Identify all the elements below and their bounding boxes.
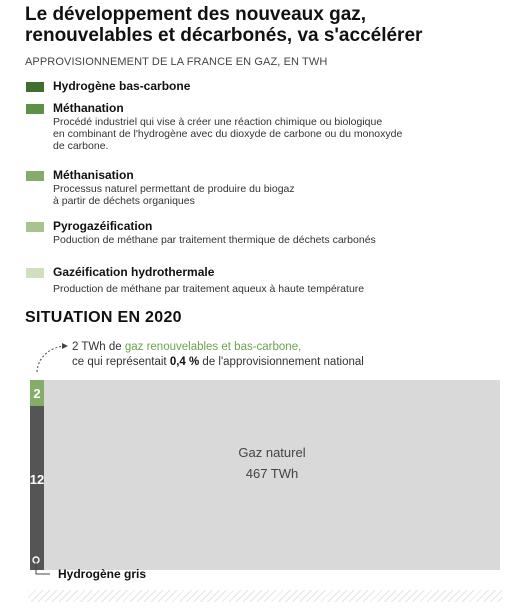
grey-hydrogen-label: Hydrogène gris [58,567,147,581]
natural-gas-label: Gaz naturel [238,445,306,460]
annotation-text: 2 TWh de [72,341,125,353]
annotation-arrowhead [62,343,68,349]
section-title: SITUATION EN 2020 [25,309,182,326]
annotation-highlight: gaz renouvelables et bas-carbone, [124,341,302,353]
grey-hydrogen-bar [30,406,44,570]
chart-subtitle: APPROVISIONNEMENT DE LA FRANCE EN GAZ, EN TWH [25,56,328,68]
legend-description: Procédé industriel qui vise à créer une réaction chimique ou biologique en combinant de l'hydrogène avec du dioxyde de carbone ou du monoxyde de carbone. [53,116,403,152]
legend-label: Méthanation [53,101,124,115]
annotation-arrow [37,346,64,372]
annotation-text: de l'approvisionnement national [199,356,364,368]
annotation-text: ce qui représentait [72,356,170,368]
legend-label: Gazéification hydrothermale [53,265,215,279]
legend-description: Processus naturel permettant de produire du biogaz à partir de déchets organiques [53,183,295,207]
legend-label: Hydrogène bas-carbone [53,79,191,93]
legend-label: Pyrogazéification [53,219,153,233]
legend-description: Production de méthane par traitement aqueux à haute température [53,283,365,295]
legend-description: Poduction de méthane par traitement thermique de déchets carbonés [53,234,376,246]
grey-hydrogen-value-label: 12 [29,472,45,487]
natural-gas-value-label: 467 TWh [245,466,299,481]
chart-title: Le développement des nouveaux gaz, renouvelables et décarbonés, va s'accélérer [25,4,423,46]
legend-label: Méthanisation [53,168,134,182]
hatched-divider [28,590,502,602]
annotation-percent: 0,4 % [169,356,200,368]
renewable-value-label: 2 [33,386,41,401]
